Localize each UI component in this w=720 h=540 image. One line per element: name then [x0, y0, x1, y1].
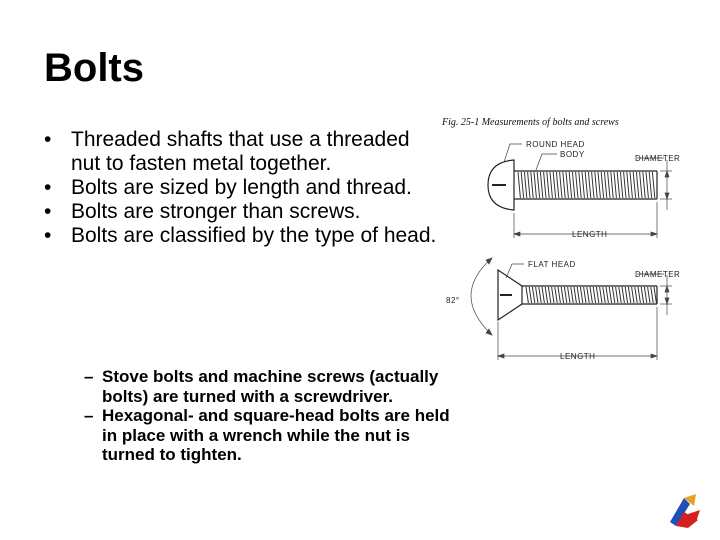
thread-line	[644, 287, 646, 303]
bolt-measurement-figure	[432, 110, 694, 382]
thread-line	[521, 172, 523, 198]
thread-line	[654, 287, 656, 303]
thread-line	[648, 287, 650, 303]
thread-line	[638, 287, 640, 303]
thread-line	[630, 172, 632, 198]
thread-line	[636, 172, 638, 198]
thread-line	[564, 287, 566, 303]
arrow-logo-icon	[662, 490, 702, 530]
thread-line	[540, 172, 542, 198]
thread-line	[598, 172, 600, 198]
thread-line	[596, 287, 598, 303]
thread-line	[568, 287, 570, 303]
sub-bullet-list	[84, 367, 464, 465]
thread-line	[609, 287, 611, 303]
thread-line	[526, 287, 528, 303]
thread-line	[556, 172, 558, 198]
thread-line	[593, 287, 595, 303]
thread-line	[561, 287, 563, 303]
thread-line	[560, 172, 562, 198]
angle-arc	[471, 258, 492, 335]
bullet-item: • Threaded shafts that use a threaded nut to fasten metal together.	[44, 128, 444, 176]
bullet-item: • Bolts are sized by length and thread.	[44, 176, 444, 200]
thread-line	[550, 172, 552, 198]
label-length-bottom: LENGTH	[560, 352, 596, 361]
thread-line	[606, 287, 608, 303]
thread-line	[542, 287, 544, 303]
thread-line	[563, 172, 565, 198]
thread-line	[536, 287, 538, 303]
label-body: BODY	[560, 150, 585, 159]
thread-line	[576, 172, 578, 198]
thread-line	[531, 172, 533, 198]
thread-line	[601, 172, 603, 198]
thread-line	[649, 172, 651, 198]
thread-line	[620, 172, 622, 198]
thread-line	[577, 287, 579, 303]
thread-line	[608, 172, 610, 198]
sub-bullet-item: – Hexagonal- and square-head bolts are held in place with a wrench while the nut is turned to tighten.	[84, 406, 464, 465]
label-flat-head: FLAT HEAD	[528, 260, 576, 269]
round-head-threads	[518, 172, 655, 198]
label-round-head: ROUND HEAD	[526, 140, 585, 149]
thread-line	[616, 287, 618, 303]
thread-line	[571, 287, 573, 303]
bullet-list	[44, 128, 444, 248]
thread-line	[614, 172, 616, 198]
thread-line	[529, 287, 531, 303]
label-length-top: LENGTH	[572, 230, 608, 239]
thread-line	[582, 172, 584, 198]
label-diameter-bottom: DIAMETER	[635, 270, 681, 279]
thread-line	[612, 287, 614, 303]
thread-line	[600, 287, 602, 303]
thread-line	[569, 172, 571, 198]
thread-line	[619, 287, 621, 303]
thread-line	[617, 172, 619, 198]
thread-line	[641, 287, 643, 303]
thread-line	[651, 287, 653, 303]
thread-line	[622, 287, 624, 303]
thread-line	[611, 172, 613, 198]
thread-line	[547, 172, 549, 198]
thread-line	[579, 172, 581, 198]
thread-line	[595, 172, 597, 198]
label-diameter-top: DIAMETER	[635, 154, 681, 163]
thread-line	[646, 172, 648, 198]
thread-line	[652, 172, 654, 198]
bullet-item: • Bolts are stronger than screws.	[44, 200, 444, 224]
thread-line	[566, 172, 568, 198]
thread-line	[537, 172, 539, 198]
bullet-item: • Bolts are classified by the type of head.	[44, 224, 444, 248]
thread-line	[635, 287, 637, 303]
thread-line	[532, 287, 534, 303]
thread-line	[643, 172, 645, 198]
thread-line	[539, 287, 541, 303]
thread-line	[574, 287, 576, 303]
thread-line	[628, 287, 630, 303]
thread-line	[518, 172, 520, 198]
thread-line	[604, 172, 606, 198]
thread-line	[640, 172, 642, 198]
thread-line	[545, 287, 547, 303]
label-angle: 82°	[446, 296, 460, 305]
thread-line	[632, 287, 634, 303]
thread-line	[558, 287, 560, 303]
sub-bullet-item: – Stove bolts and machine screws (actually bolts) are turned with a screwdriver.	[84, 367, 464, 406]
thread-line	[627, 172, 629, 198]
thread-line	[633, 172, 635, 198]
thread-line	[590, 287, 592, 303]
thread-line	[592, 172, 594, 198]
flat-head-threads	[526, 287, 656, 303]
thread-line	[528, 172, 530, 198]
thread-line	[580, 287, 582, 303]
figure-caption-text: Measurements of bolts and screws	[481, 117, 619, 128]
thread-line	[572, 172, 574, 198]
thread-line	[553, 172, 555, 198]
thread-line	[587, 287, 589, 303]
thread-line	[585, 172, 587, 198]
thread-line	[555, 287, 557, 303]
slide-title: Bolts	[44, 46, 144, 90]
thread-line	[544, 172, 546, 198]
thread-line	[584, 287, 586, 303]
thread-line	[548, 287, 550, 303]
figure-caption	[442, 117, 694, 128]
thread-line	[624, 172, 626, 198]
thread-line	[524, 172, 526, 198]
thread-line	[625, 287, 627, 303]
thread-line	[534, 172, 536, 198]
thread-line	[552, 287, 554, 303]
figure-number: Fig. 25-1	[442, 117, 480, 128]
thread-line	[588, 172, 590, 198]
thread-line	[603, 287, 605, 303]
